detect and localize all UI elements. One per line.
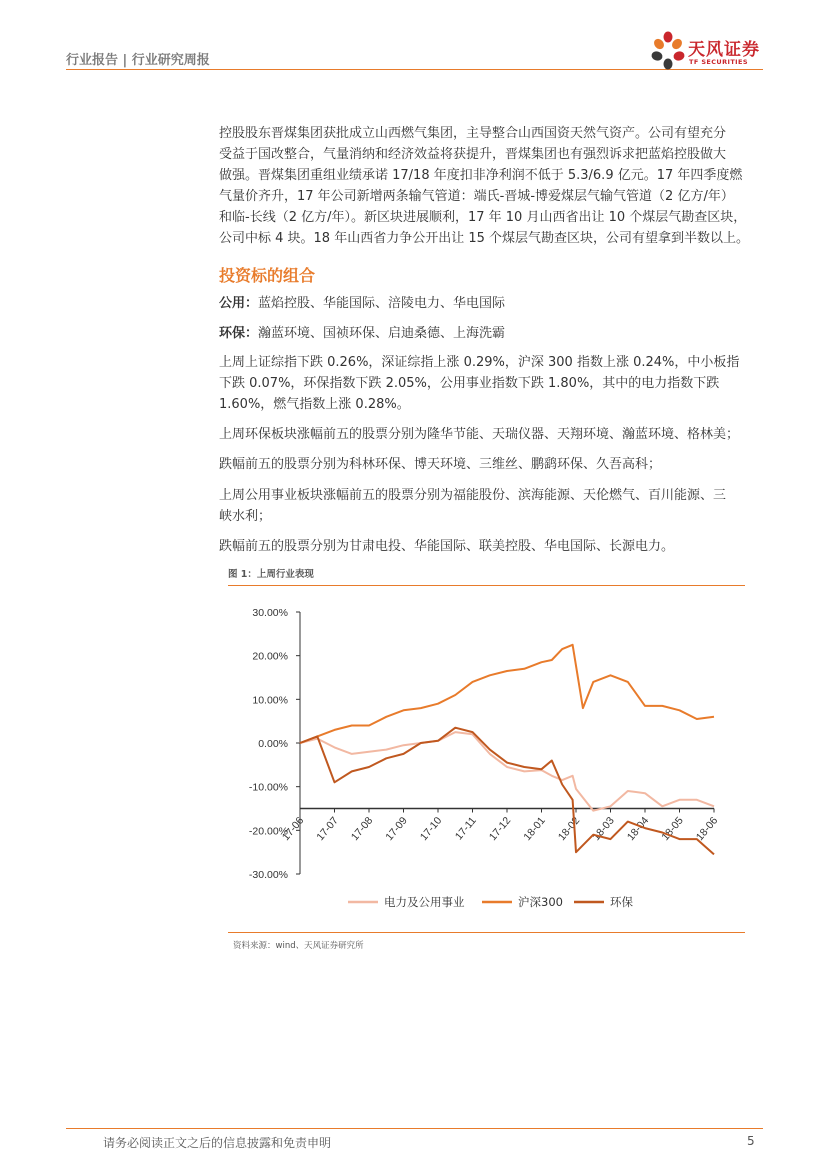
utility-portfolio <box>219 293 764 314</box>
y-tick-label: -10.00% <box>248 781 288 794</box>
page-number: 5 <box>747 1134 755 1148</box>
x-tick-label: 18-02 <box>555 814 583 844</box>
x-tick-label: 18-01 <box>521 814 548 844</box>
y-tick-label: 30.00% <box>252 607 288 619</box>
y-tick-label: -30.00% <box>248 869 288 881</box>
logo-petals-icon <box>648 28 688 72</box>
market-line: 上周上证综指下跌 0.26%，深证综指上涨 0.29%，沪深 300 指数上涨 0.24%，中小板指 <box>219 355 740 370</box>
figure-bottom-rule <box>228 932 745 933</box>
industry-performance-chart <box>228 590 745 930</box>
intro-paragraph <box>219 123 764 249</box>
x-tick-label: 17-08 <box>348 814 376 844</box>
figure-top-rule <box>228 585 745 586</box>
market-line: 下跌 0.07%，环保指数下跌 2.05%，公用事业指数下跌 1.80%，其中的电力指数下跌 <box>219 376 720 391</box>
y-tick-label: 0.00% <box>258 738 288 750</box>
company-logo <box>648 28 778 72</box>
figure-caption: 图 1：上周行业表现 <box>228 569 314 580</box>
y-tick-label: -20.00% <box>248 825 288 838</box>
intro-line: 和临-长线（2 亿方/年）。新区块进展顺利，17 年 10 月山西省出让 10 个煤层气勘查区块， <box>219 210 747 225</box>
legend-label: 电力及公用事业 <box>384 895 465 909</box>
intro-line: 气量价齐升，17 年公司新增两条输气管道：端氏-晋城-博爱煤层气输气管道（2 亿方/年） <box>219 189 734 204</box>
env-top-losers: 跌幅前五的股票分别为科林环保、博天环境、三维丝、鹏鹞环保、久吾高科； <box>219 457 662 472</box>
intro-line: 做强。晋煤集团重组业绩承诺 17/18 年度扣非净利润不低于 5.3/6.9 亿元。17 年四季度燃 <box>219 168 743 183</box>
footer-disclaimer: 请务必阅读正文之后的信息披露和免责申明 <box>103 1136 332 1150</box>
intro-line: 公司中标 4 块。18 年山西省力争公开出让 15 个煤层气勘查区块，公司有望拿到半数以上。 <box>219 231 750 246</box>
footer-rule <box>66 1128 763 1129</box>
utility-stocks: 蓝焰控股、华能国际、涪陵电力、华电国际 <box>258 296 506 311</box>
x-tick-label: 17-09 <box>383 814 410 844</box>
logo-name: 天风证券 <box>688 40 760 60</box>
utility-gainers-line: 峡水利； <box>219 509 272 524</box>
market-line: 1.60%，燃气指数上涨 0.28%。 <box>219 397 410 412</box>
x-tick-label: 17-12 <box>486 814 514 844</box>
intro-line: 受益于国改整合，气量消纳和经济效益将获提升，晋煤集团也有强烈诉求把蓝焰控股做大 <box>219 147 727 162</box>
env-top-gainers: 上周环保板块涨幅前五的股票分别为隆华节能、天瑞仪器、天翔环境、瀚蓝环境、格林美； <box>219 427 740 442</box>
x-tick-label: 17-10 <box>417 814 445 844</box>
report-category: 行业报告 | 行业研究周报 <box>66 53 210 68</box>
series-line-0 <box>300 732 714 811</box>
utility-top-losers: 跌幅前五的股票分别为甘肃电投、华能国际、联美控股、华电国际、长源电力。 <box>219 539 675 554</box>
market-summary <box>219 352 764 415</box>
env-stocks: 瀚蓝环境、国祯环保、启迪桑德、上海洗霸 <box>258 326 506 341</box>
utility-top-gainers <box>219 485 764 527</box>
x-tick-label: 17-11 <box>452 814 479 843</box>
utility-label: 公用： <box>219 296 259 311</box>
series-line-1 <box>300 645 714 743</box>
env-portfolio <box>219 323 764 344</box>
env-label: 环保： <box>219 326 259 341</box>
intro-line: 控股股东晋煤集团获批成立山西燃气集团，主导整合山西国资天然气资产。公司有望充分 <box>219 126 727 141</box>
x-tick-label: 18-04 <box>624 814 652 844</box>
section-title: 投资标的组合 <box>219 266 316 285</box>
logo-english-name: TF SECURITIES <box>689 58 748 66</box>
utility-gainers-line: 上周公用事业板块涨幅前五的股票分别为福能股份、滨海能源、天伦燃气、百川能源、三 <box>219 488 727 503</box>
y-tick-label: 10.00% <box>252 694 288 707</box>
x-tick-label: 18-03 <box>590 814 617 844</box>
x-tick-label: 17-07 <box>314 814 341 844</box>
x-tick-label: 18-05 <box>659 814 686 844</box>
x-tick-label: 18-06 <box>693 814 721 844</box>
figure-source: 资料来源：wind、天风证券研究所 <box>233 941 364 951</box>
legend-label: 沪深300 <box>518 895 563 909</box>
legend-label: 环保 <box>610 895 633 909</box>
x-tick-label: 17-06 <box>279 814 307 844</box>
y-tick-label: 20.00% <box>252 650 288 663</box>
